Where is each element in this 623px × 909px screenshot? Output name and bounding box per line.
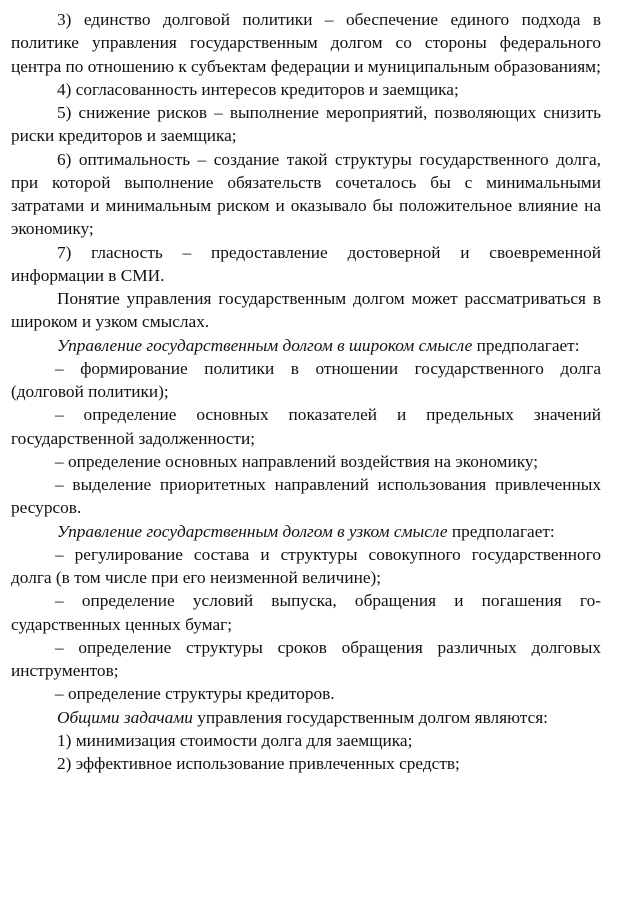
task-item: 2) эффективное использование привлеченных средств; (57, 754, 460, 773)
narrow-sense-verb: предполагает: (451, 521, 555, 541)
tasks-lead (11, 706, 601, 729)
tasks-rest: управления государственным долгом являются: (197, 707, 548, 727)
narrow-sense-heading: Управление государственным долгом в узком смысле (57, 521, 448, 541)
broad-sense-heading: Управление государственным долгом в широком смысле (57, 335, 473, 355)
principle-5: 5) снижение рисков – выполнение мероприятий, позволяющих снизить риски кредиторов и заемщика; (11, 103, 601, 146)
document-text (11, 8, 601, 775)
broad-item: – формирование политики в отношении государственного долга (долговой политики); (11, 358, 601, 401)
task-item: 1) минимизация стоимости долга для заемщика; (57, 730, 413, 750)
broad-item: – определение основных показателей и предельных значений государственной задолженности; (11, 405, 601, 448)
broad-item: – определение основных направлений воздействия на экономику; (55, 451, 539, 471)
principle-6: 6) оптимальность – создание такой структуры государственного долга, при которой выполнение обязательств сочеталось бы с минимальными затратами и минимальным риском и оказывало бы положительное влияние на экономику; (11, 149, 601, 239)
broad-item: – выделение приоритетных направлений использования привлеченных ресурсов. (11, 475, 601, 518)
principle-4: 4) согласованность интересов кредиторов и заемщика; (57, 79, 459, 99)
principle-3: 3) единство долговой политики – обеспечение единого подхода в политике управления государственным долгом со стороны федерального центра по отношению к субъектам федерации и муниципальным образованиям; (11, 10, 601, 76)
narrow-item: – определение структуры кредиторов. (55, 684, 335, 704)
narrow-item: – определение условий выпуска, обращения и погашения государственных ценных бумаг; (11, 591, 601, 634)
narrow-item: – определение структуры сроков обращения различных долговых инструментов; (11, 637, 601, 680)
concept-paragraph: Понятие управления государственным долгом может рассматриваться в широком и узком смыслах. (11, 289, 601, 332)
narrow-item: – регулирование состава и структуры совокупного государственного долга (в том числе при его неизменной величине); (11, 544, 601, 587)
broad-sense-lead (11, 334, 601, 357)
narrow-sense-lead (11, 520, 601, 543)
principle-7: 7) гласность – предоставление достоверной и своевременной информации в СМИ. (11, 242, 601, 285)
broad-sense-verb: предполагает: (476, 335, 580, 355)
tasks-heading: Общими задачами (57, 707, 193, 727)
